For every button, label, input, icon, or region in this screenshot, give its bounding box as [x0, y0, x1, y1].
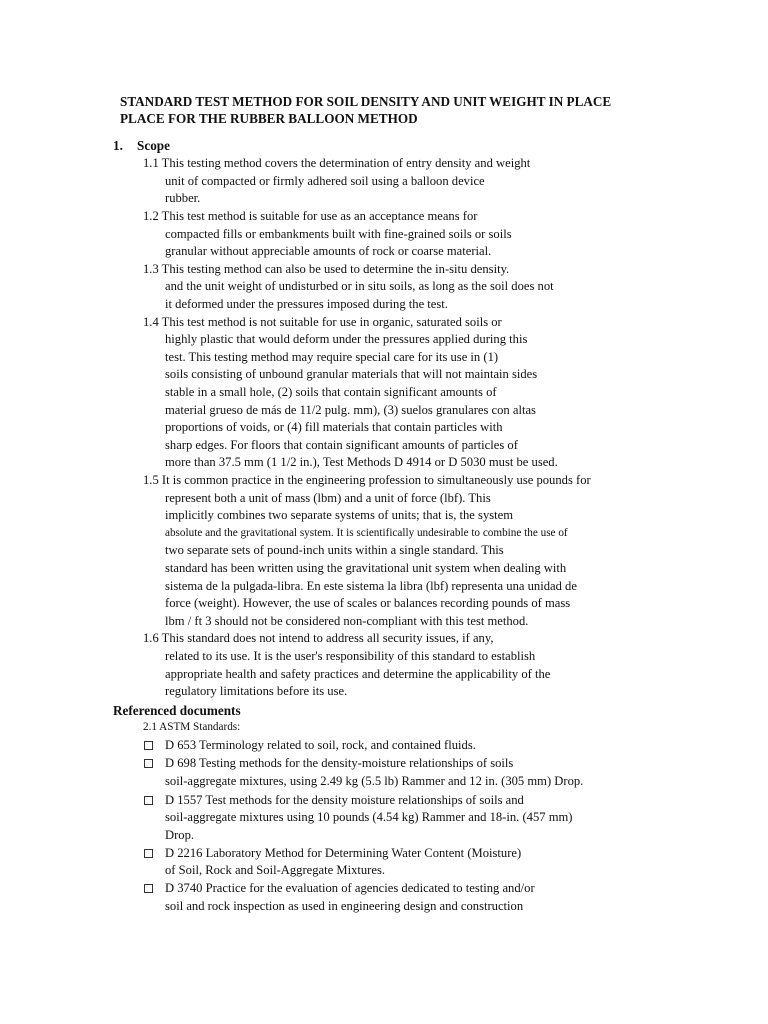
scope-line: 1.6 This standard does not intend to address all security issues, if any, [143, 631, 494, 645]
scope-line: rubber. [165, 191, 201, 205]
scope-line: absolute and the gravitational system. It is scientifically undesirable to combine the use of [165, 527, 568, 539]
scope-line: test. This testing method may require special care for its use in (1) [165, 350, 499, 364]
bullet-box-icon [144, 796, 153, 805]
reference-line: D 653 Terminology related to soil, rock, and contained fluids. [165, 738, 476, 752]
scope-line: compacted fills or embankments built with fine-grained soils or soils [165, 227, 512, 241]
scope-line: proportions of voids, or (4) fill materials that contain particles with [165, 420, 503, 434]
scope-line: material grueso de más de 11/2 pulg. mm), (3) suelos granulares con altas [165, 403, 536, 417]
bullet-box-icon [144, 884, 153, 893]
scope-line: 1.1 This testing method covers the determination of entry density and weight [143, 156, 531, 170]
scope-line: appropriate health and safety practices and determine the applicability of the [165, 667, 551, 681]
scope-line: standard has been written using the gravitational unit system when dealing with [165, 561, 567, 575]
section-1-heading: Scope [137, 138, 170, 153]
scope-line: related to its use. It is the user's responsibility of this standard to establish [165, 649, 536, 663]
reference-line: of Soil, Rock and Soil-Aggregate Mixtures. [165, 863, 386, 877]
bullet-box-icon [144, 849, 153, 858]
reference-line: soil and rock inspection as used in engineering design and construction [165, 899, 524, 913]
astm-standards-subheading: 2.1 ASTM Standards: [143, 721, 241, 733]
scope-line: 1.2 This test method is suitable for use as an acceptance means for [143, 209, 478, 223]
scope-line: 1.4 This test method is not suitable for use in organic, saturated soils or [143, 315, 502, 329]
bullet-box-icon [144, 741, 153, 750]
reference-line: D 698 Testing methods for the density-moisture relationships of soils [165, 756, 514, 770]
scope-line: more than 37.5 mm (1 1/2 in.), Test Methods D 4914 or D 5030 must be used. [165, 455, 558, 469]
scope-line: unit of compacted or firmly adhered soil using a balloon device [165, 174, 485, 188]
scope-line: it deformed under the pressures imposed during the test. [165, 297, 448, 311]
scope-line: force (weight). However, the use of scales or balances recording pounds of mass [165, 596, 571, 610]
section-1-number: 1. [113, 138, 123, 153]
section-2-heading: Referenced documents [113, 703, 241, 718]
scope-line: regulatory limitations before its use. [165, 684, 348, 698]
scope-line: granular without appreciable amounts of rock or coarse material. [165, 244, 492, 258]
scope-line: two separate sets of pound-inch units within a single standard. This [165, 543, 504, 557]
scope-line: implicitly combines two separate systems of units; that is, the system [165, 508, 514, 522]
reference-line: soil-aggregate mixtures, using 2.49 kg (5.5 lb) Rammer and 12 in. (305 mm) Drop. [165, 774, 584, 788]
scope-line: soils consisting of unbound granular materials that will not maintain sides [165, 367, 538, 381]
scope-line: 1.5 It is common practice in the engineering profession to simultaneously use pounds for [143, 473, 591, 487]
scope-line: stable in a small hole, (2) soils that contain significant amounts of [165, 385, 497, 399]
scope-line: highly plastic that would deform under the pressures applied during this [165, 332, 528, 346]
title-line-2: PLACE FOR THE RUBBER BALLOON METHOD [120, 111, 418, 126]
scope-line: sistema de la pulgada-libra. En este sistema la libra (lbf) representa una unidad de [165, 579, 577, 593]
reference-line: D 2216 Laboratory Method for Determining Water Content (Moisture) [165, 846, 522, 860]
reference-line: D 1557 Test methods for the density moisture relationships of soils and [165, 793, 524, 807]
reference-line: Drop. [165, 828, 195, 842]
scope-line: sharp edges. For floors that contain significant amounts of particles of [165, 438, 518, 452]
reference-line: D 3740 Practice for the evaluation of agencies dedicated to testing and/or [165, 881, 535, 895]
scope-line: and the unit weight of undisturbed or in situ soils, as long as the soil does not [165, 279, 554, 293]
document-title [120, 93, 720, 127]
reference-line: soil-aggregate mixtures using 10 pounds (4.54 kg) Rammer and 18-in. (457 mm) [165, 810, 573, 824]
scope-line: represent both a unit of mass (lbm) and a unit of force (lbf). This [165, 491, 491, 505]
bullet-box-icon [144, 759, 153, 768]
scope-line: lbm / ft 3 should not be considered non-compliant with this test method. [165, 614, 529, 628]
title-line-1: STANDARD TEST METHOD FOR SOIL DENSITY AND UNIT WEIGHT IN PLACE [120, 94, 612, 109]
scope-line: 1.3 This testing method can also be used to determine the in-situ density. [143, 262, 510, 276]
